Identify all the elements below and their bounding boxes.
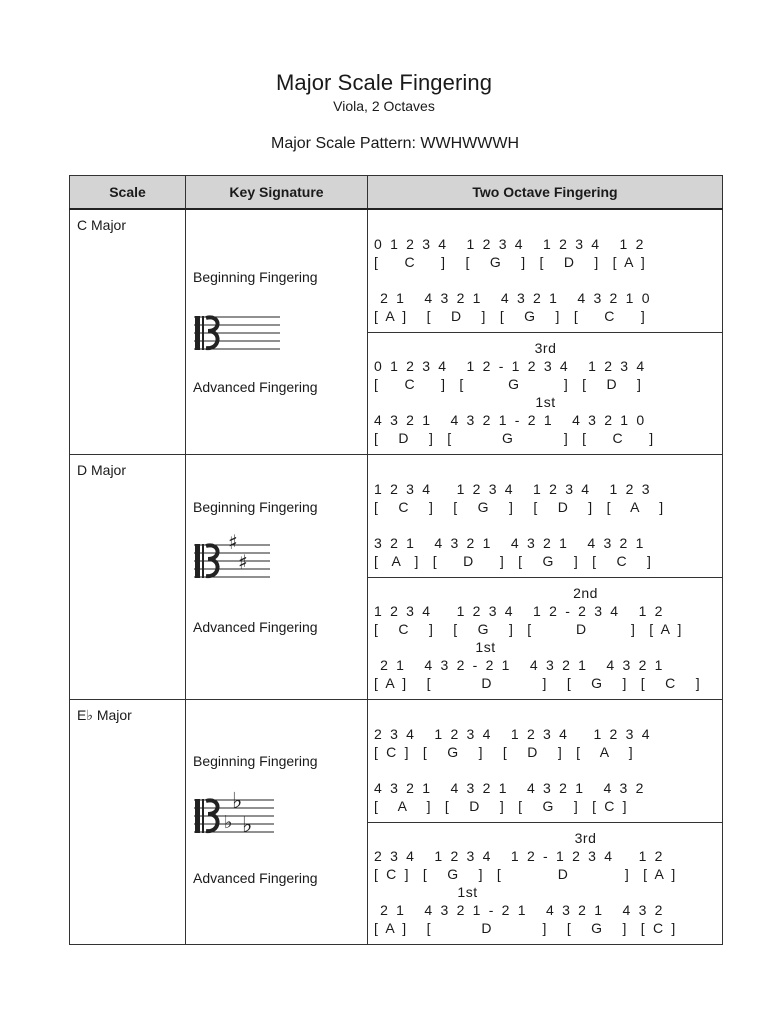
advanced-fingering-box bbox=[368, 333, 722, 454]
key-signature-cell bbox=[186, 455, 368, 700]
fingering-line: [ A ] [ D ] [ G ] [ C ] bbox=[374, 920, 678, 936]
fingering-cell bbox=[368, 455, 723, 700]
fingering-line: 3 2 1 4 3 2 1 4 3 2 1 4 3 2 1 bbox=[374, 535, 646, 551]
fingering-line: 0 1 2 3 4 1 2 3 4 1 2 3 4 1 2 bbox=[374, 236, 646, 252]
position-marker: 1st bbox=[475, 639, 496, 655]
beginning-fingering-label: Beginning Fingering bbox=[193, 753, 318, 769]
fingering-line: [ A ] [ D ] [ G ] [ C ] bbox=[374, 308, 648, 324]
fingering-cell bbox=[368, 209, 723, 455]
fingering-line: [ D ] [ G ] [ C ] bbox=[374, 430, 656, 446]
fingering-line: [ A ] [ D ] [ G ] [ C ] bbox=[374, 798, 629, 814]
fingering-line: 4 3 2 1 4 3 2 1 - 2 1 4 3 2 1 0 bbox=[374, 412, 647, 428]
fingering-line: [ A ] [ D ] [ G ] [ C ] bbox=[374, 553, 654, 569]
scale-cell bbox=[70, 700, 186, 945]
fingering-line: 2 1 4 3 2 - 2 1 4 3 2 1 4 3 2 1 bbox=[374, 657, 665, 673]
table-row bbox=[70, 209, 723, 455]
scale-cell bbox=[70, 455, 186, 700]
svg-text:♯: ♯ bbox=[228, 531, 238, 554]
header-two-octave-fingering: Two Octave Fingering bbox=[368, 176, 723, 210]
fingering-line: 2 3 4 1 2 3 4 1 2 3 4 1 2 3 4 bbox=[374, 726, 652, 742]
key-signature-cell bbox=[186, 700, 368, 945]
advanced-fingering-box bbox=[368, 578, 722, 699]
position-marker: 1st bbox=[457, 884, 478, 900]
advanced-fingering-label: Advanced Fingering bbox=[193, 619, 318, 635]
header-key-signature: Key Signature bbox=[186, 176, 368, 210]
alto-clef-two-sharps-icon bbox=[194, 531, 304, 587]
table-header-row bbox=[70, 176, 723, 210]
fingering-line: [ C ] [ G ] [ D ] [ A ] bbox=[374, 866, 678, 882]
fingering-line: 2 1 4 3 2 1 4 3 2 1 4 3 2 1 0 bbox=[374, 290, 652, 306]
fingering-line: 2 1 4 3 2 1 - 2 1 4 3 2 1 4 3 2 bbox=[374, 902, 665, 918]
alto-clef-three-flats-icon bbox=[194, 786, 304, 842]
svg-text:♭: ♭ bbox=[232, 789, 243, 814]
fingering-line: 0 1 2 3 4 1 2 - 1 2 3 4 1 2 3 4 bbox=[374, 358, 647, 374]
position-marker: 3rd bbox=[574, 830, 597, 846]
alto-clef-icon bbox=[194, 305, 304, 355]
beginning-fingering-box bbox=[368, 210, 722, 333]
fingering-line: [ C ] [ G ] [ D ] [ A ] bbox=[374, 254, 648, 270]
position-marker: 3rd bbox=[534, 340, 557, 356]
page-title: Major Scale Fingering bbox=[275, 70, 493, 95]
svg-text:♯: ♯ bbox=[238, 550, 248, 574]
table-row bbox=[70, 455, 723, 700]
position-marker: 1st bbox=[535, 394, 556, 410]
advanced-fingering-box bbox=[368, 823, 722, 944]
beginning-fingering-box bbox=[368, 455, 722, 578]
fingering-line: 1 2 3 4 1 2 3 4 1 2 - 2 3 4 1 2 bbox=[374, 603, 665, 619]
svg-text:♭: ♭ bbox=[224, 812, 233, 833]
fingering-line: [ C ] [ G ] [ D ] [ A ] bbox=[374, 621, 684, 637]
fingering-line: 1 2 3 4 1 2 3 4 1 2 3 4 1 2 3 bbox=[374, 481, 652, 497]
fingering-table bbox=[69, 175, 723, 945]
scale-pattern: Major Scale Pattern: WWHWWWH bbox=[270, 135, 519, 152]
fingering-line: [ C ] [ G ] [ D ] [ A ] bbox=[374, 499, 666, 515]
beginning-fingering-label: Beginning Fingering bbox=[193, 269, 318, 285]
table-row bbox=[70, 700, 723, 945]
fingering-line: 2 3 4 1 2 3 4 1 2 - 1 2 3 4 1 2 bbox=[374, 848, 665, 864]
scale-name: D Major bbox=[77, 462, 127, 478]
fingering-line: [ C ] [ G ] [ D ] [ A ] bbox=[374, 744, 635, 760]
svg-text:♭: ♭ bbox=[242, 813, 253, 838]
position-marker: 2nd bbox=[573, 585, 598, 601]
fingering-cell bbox=[368, 700, 723, 945]
beginning-fingering-label: Beginning Fingering bbox=[193, 499, 318, 515]
fingering-line: [ A ] [ D ] [ G ] [ C ] bbox=[374, 675, 702, 691]
page-subtitle: Viola, 2 Octaves bbox=[333, 98, 435, 114]
advanced-fingering-label: Advanced Fingering bbox=[193, 379, 318, 395]
beginning-fingering-box bbox=[368, 700, 722, 823]
scale-cell bbox=[70, 209, 186, 455]
header-scale: Scale bbox=[70, 176, 186, 210]
key-signature-cell bbox=[186, 209, 368, 455]
scale-name: E♭ Major bbox=[77, 707, 132, 723]
fingering-line: 4 3 2 1 4 3 2 1 4 3 2 1 4 3 2 bbox=[374, 780, 646, 796]
advanced-fingering-label: Advanced Fingering bbox=[193, 870, 318, 886]
scale-name: C Major bbox=[77, 217, 127, 233]
fingering-line: [ C ] [ G ] [ D ] bbox=[374, 376, 644, 392]
